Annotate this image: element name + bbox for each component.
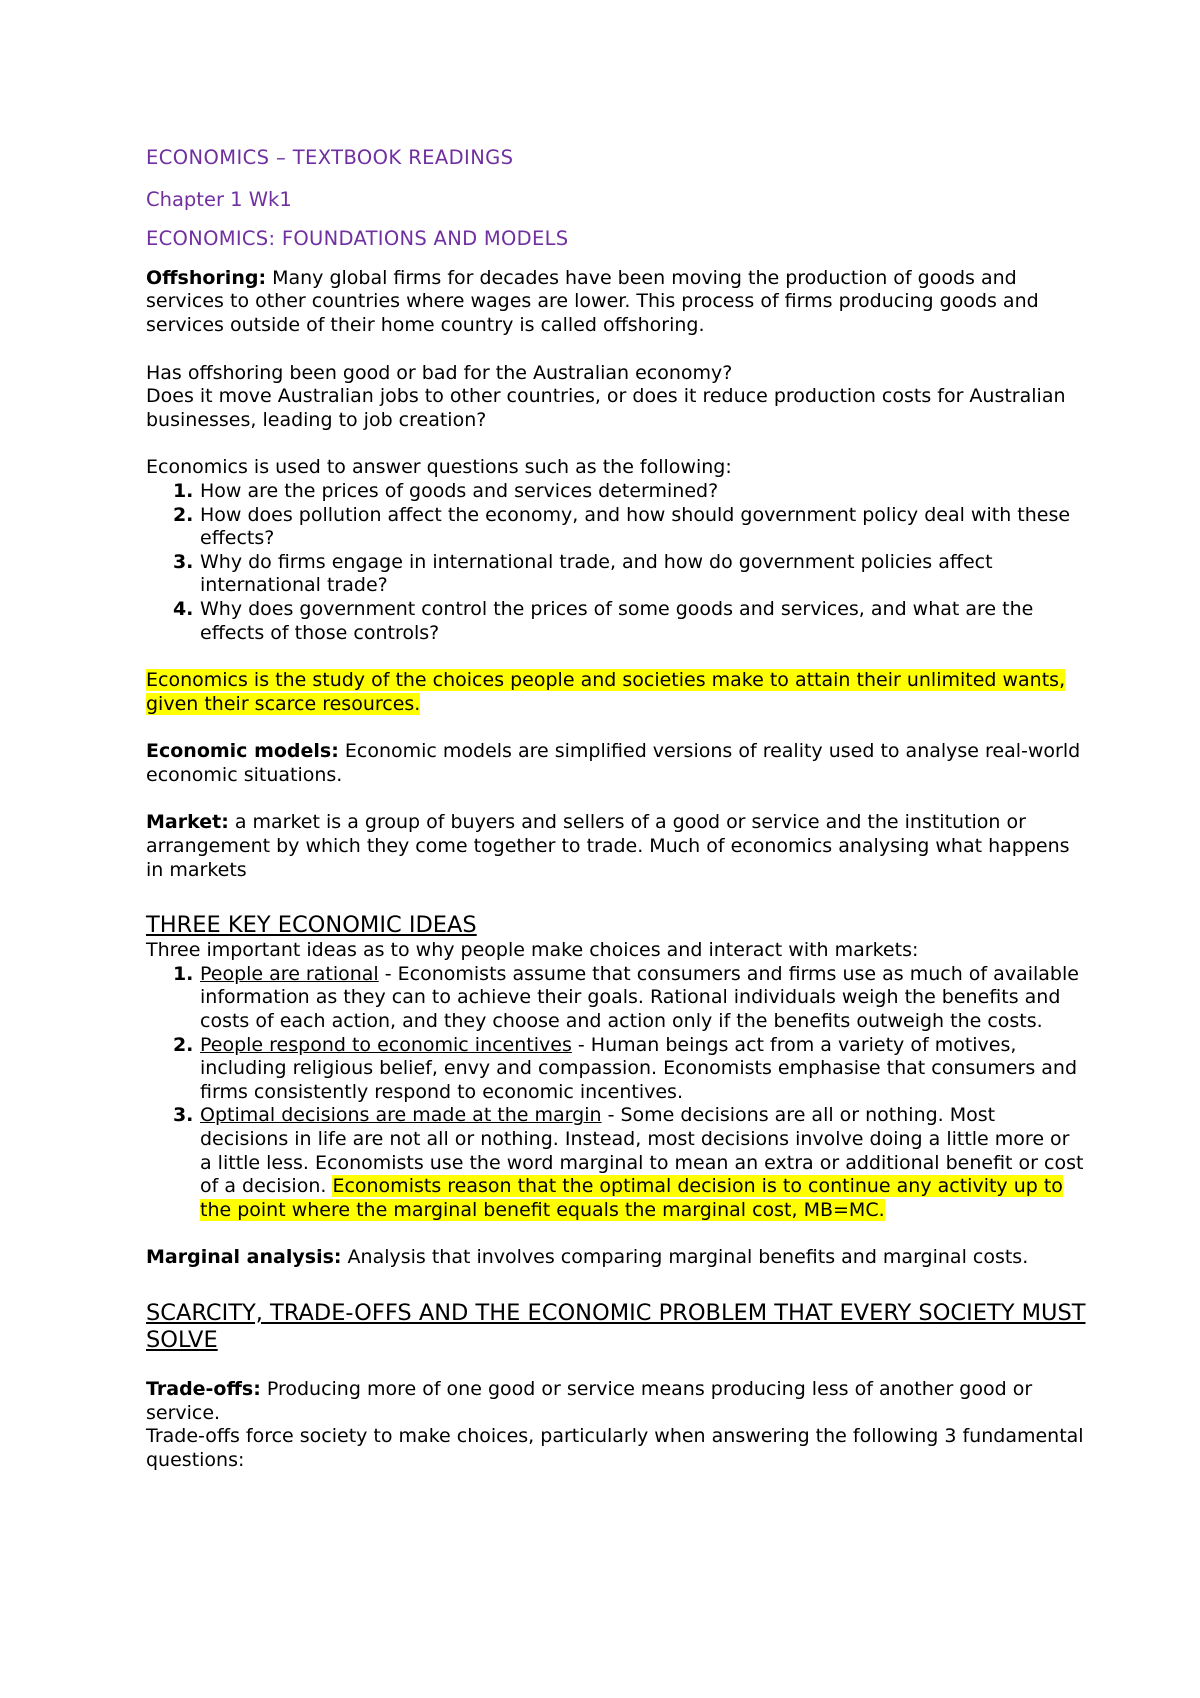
list-item: 4. Why does government control the prices of some goods and services, and what are the effects of those controls? — [200, 598, 1086, 645]
section-heading-key-ideas: THREE KEY ECONOMIC IDEAS — [146, 912, 477, 939]
offshoring-paragraph — [146, 267, 1086, 338]
models-term: Economic models: — [146, 740, 339, 763]
offshoring-text: Many global firms for decades have been moving the production of goods and services to other countries where wages are lower. This process of firms producing goods and services outside of their home country is called offshoring. — [146, 266, 1039, 336]
list-item — [200, 1034, 1086, 1105]
idea-title: People are rational — [200, 962, 379, 985]
document-title: ECONOMICS – TEXTBOOK READINGS — [146, 146, 514, 169]
idea-highlight: Economists reason that the optimal decision is to continue any activity up to the point where the marginal benefit equals the marginal cost, MB=MC. — [200, 1175, 1063, 1221]
definition-highlight: Economics is the study of the choices people and societies make to attain their unlimited wants, given their scarce resources. — [146, 669, 1066, 715]
section-heading-scarcity: SCARCITY, TRADE-OFFS AND THE ECONOMIC PROBLEM THAT EVERY SOCIETY MUST SOLVE — [146, 1299, 1086, 1353]
market-text: a market is a group of buyers and sellers of a good or service and the institution or arrangement by which they come together to trade. Much of economics analysing what happens in markets — [146, 811, 1070, 881]
offshoring-term: Offshoring: — [146, 266, 267, 289]
marginal-analysis-paragraph — [146, 1246, 1086, 1270]
document-subtitle: ECONOMICS: FOUNDATIONS AND MODELS — [146, 227, 569, 251]
list-item: 2. How does pollution affect the economy, and how should government policy deal with these effects? — [200, 504, 1086, 551]
econ-questions-list — [146, 480, 1086, 645]
offshoring-question-1: Has offshoring been good or bad for the Australian economy? — [146, 361, 733, 384]
key-ideas-intro: Three important ideas as to why people make choices and interact with markets: — [146, 939, 919, 962]
list-item — [200, 1104, 1086, 1222]
economics-definition — [146, 669, 1086, 716]
tradeoffs-term: Trade-offs: — [146, 1377, 261, 1400]
idea-text: - Human beings act from a variety of motives, including religious belief, envy and compassion. Economists emphasise that consumers and firms consistently respond to economic incentives. — [200, 1033, 1078, 1103]
econ-questions-intro: Economics is used to answer questions such as the following: — [146, 456, 732, 479]
market-term: Market: — [146, 811, 229, 834]
tradeoffs-text: Producing more of one good or service means producing less of another good or service. — [146, 1377, 1033, 1424]
chapter-label: Chapter 1 Wk1 — [146, 187, 292, 211]
idea-title: People respond to economic incentives — [200, 1033, 572, 1056]
models-text: Economic models are simplified versions of reality used to analyse real-world economic situations. — [146, 740, 1081, 786]
key-ideas-list — [146, 963, 1086, 1223]
economic-models-paragraph — [146, 740, 1086, 787]
tradeoffs-more: Trade-offs force society to make choices, particularly when answering the following 3 fundamental questions: — [146, 1425, 1084, 1471]
idea-text: - Some decisions are all or nothing. Most decisions in life are not all or nothing. Instead, most decisions involve doing a little more or a little less. Economists use the word marginal to mean an extra or additional benefit or cost of a decision. — [200, 1104, 1084, 1198]
idea-text: - Economists assume that consumers and firms use as much of available information as they can to achieve their goals. Rational individuals weigh the benefits and costs of each action, and they choose and action only if the benefits outweigh the costs. — [200, 962, 1079, 1033]
offshoring-question-2: Does it move Australian jobs to other countries, or does it reduce production costs for Australian businesses, leading to job creation? — [146, 385, 1066, 431]
marginal-text: Analysis that involves comparing marginal benefits and marginal costs. — [341, 1246, 1029, 1269]
marginal-term: Marginal analysis: — [146, 1246, 342, 1269]
list-item: 1. How are the prices of goods and services determined? — [200, 480, 1086, 504]
list-item: 3. Why do firms engage in international trade, and how do government policies affect international trade? — [200, 551, 1086, 598]
document-page — [146, 136, 1086, 1472]
idea-title: Optimal decisions are made at the margin — [200, 1104, 602, 1127]
list-item — [200, 963, 1086, 1034]
market-paragraph — [146, 811, 1086, 882]
tradeoffs-paragraph — [146, 1378, 1086, 1425]
